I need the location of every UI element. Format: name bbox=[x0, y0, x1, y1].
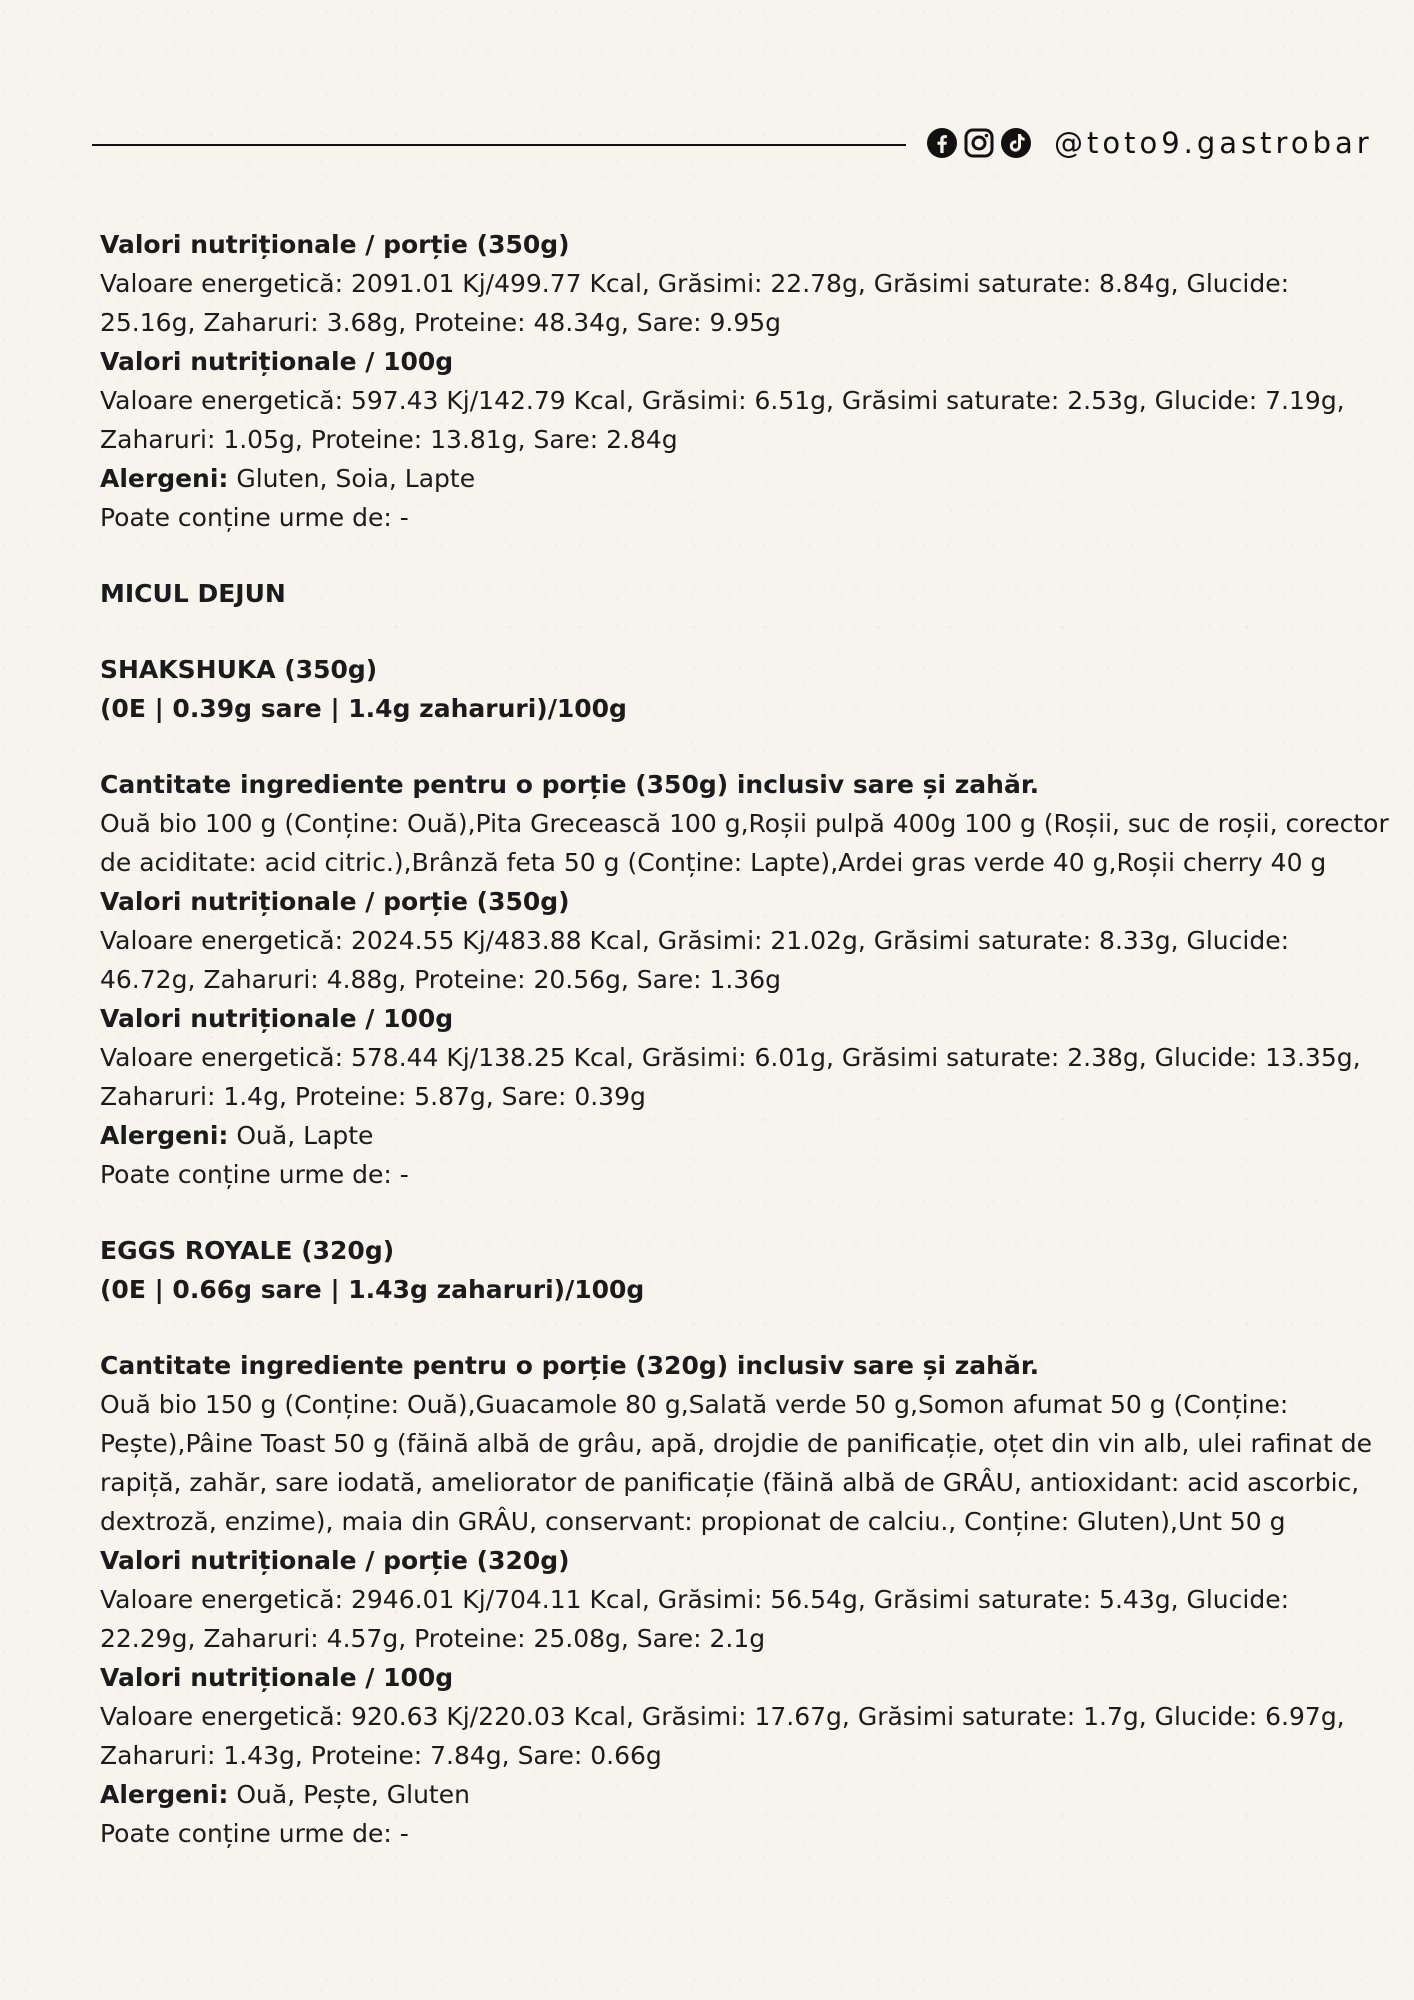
nutrition-100g-values: Valoare energetică: 920.63 Kj/220.03 Kcal, Grăsimi: 17.67g, Grăsimi saturate: 1.7g, Glucide: 6.97g, Zaharuri: 1.43g, Proteine: 7.84g, Sare: 0.66g bbox=[100, 1702, 1353, 1770]
nutrition-portion-label: Valori nutriționale / porție (350g) bbox=[100, 887, 570, 916]
traces-line: Poate conține urme de: - bbox=[100, 1160, 409, 1189]
nutrition-content bbox=[100, 225, 1397, 1853]
instagram-icon[interactable] bbox=[963, 127, 995, 159]
header-rule bbox=[92, 144, 906, 146]
allergens-line bbox=[100, 1116, 1390, 1155]
nutrition-portion-label: Valori nutriționale / porție (350g) bbox=[100, 230, 570, 259]
ingredients-label: Cantitate ingrediente pentru o porție (350g) inclusiv sare și zahăr. bbox=[100, 770, 1040, 799]
nutrition-100g-label: Valori nutriționale / 100g bbox=[100, 347, 454, 376]
nutrition-100g-values: Valoare energetică: 597.43 Kj/142.79 Kcal, Grăsimi: 6.51g, Grăsimi saturate: 2.53g, Glucide: 7.19g, Zaharuri: 1.05g, Proteine: 13.81g, Sare: 2.84g bbox=[100, 386, 1353, 454]
social-handle[interactable]: @toto9.gastrobar bbox=[1054, 126, 1373, 160]
dish-summary: (0E | 0.66g sare | 1.43g zaharuri)/100g bbox=[100, 1275, 645, 1304]
allergens-list: Ouă, Lapte bbox=[228, 1121, 374, 1150]
nutrition-100g-label: Valori nutriționale / 100g bbox=[100, 1004, 454, 1033]
nutrition-portion-values: Valoare energetică: 2946.01 Kj/704.11 Kcal, Grăsimi: 56.54g, Grăsimi saturate: 5.43g, Glucide: 22.29g, Zaharuri: 4.57g, Proteine: 25.08g, Sare: 2.1g bbox=[100, 1585, 1297, 1653]
social-links bbox=[926, 126, 1373, 160]
section-title: MICUL DEJUN bbox=[100, 579, 286, 608]
allergens-line bbox=[100, 1775, 1390, 1814]
allergens-list: Gluten, Soia, Lapte bbox=[228, 464, 476, 493]
nutrition-portion-values: Valoare energetică: 2024.55 Kj/483.88 Kcal, Grăsimi: 21.02g, Grăsimi saturate: 8.33g, Glucide: 46.72g, Zaharuri: 4.88g, Proteine: 20.56g, Sare: 1.36g bbox=[100, 926, 1297, 994]
nutrition-100g-label: Valori nutriționale / 100g bbox=[100, 1663, 454, 1692]
nutrition-100g-values: Valoare energetică: 578.44 Kj/138.25 Kcal, Grăsimi: 6.01g, Grăsimi saturate: 2.38g, Glucide: 13.35g, Zaharuri: 1.4g, Proteine: 5.87g, Sare: 0.39g bbox=[100, 1043, 1369, 1111]
tiktok-icon[interactable] bbox=[1000, 127, 1032, 159]
allergens-label: Alergeni: bbox=[100, 464, 229, 493]
allergens-label: Alergeni: bbox=[100, 1780, 229, 1809]
traces-line: Poate conține urme de: - bbox=[100, 1819, 409, 1848]
ingredients-list: Ouă bio 150 g (Conține: Ouă),Guacamole 80 g,Salată verde 50 g,Somon afumat 50 g (Conține: Pește),Pâine Toast 50 g (făină albă de grâu, apă, drojdie de panificație, oțet din vin alb, ulei rafinat de rapiță, zahăr, sare iodată, ameliorator de panificație (făină albă de GRÂU, antioxidant: acid ascorbic, dextroză, enzime), maia din GRÂU, conservant: propionat de calciu., Conține: Gluten),Unt 50 g bbox=[100, 1390, 1380, 1536]
allergens-line bbox=[100, 459, 1390, 498]
allergens-list: Ouă, Pește, Gluten bbox=[228, 1780, 470, 1809]
ingredients-label: Cantitate ingrediente pentru o porție (320g) inclusiv sare și zahăr. bbox=[100, 1351, 1040, 1380]
facebook-icon[interactable] bbox=[926, 127, 958, 159]
allergens-label: Alergeni: bbox=[100, 1121, 229, 1150]
nutrition-portion-label: Valori nutriționale / porție (320g) bbox=[100, 1546, 570, 1575]
page-header bbox=[92, 120, 1384, 160]
traces-line: Poate conține urme de: - bbox=[100, 503, 409, 532]
ingredients-list: Ouă bio 100 g (Conține: Ouă),Pita Grecească 100 g,Roșii pulpă 400g 100 g (Roșii, suc de roșii, corector de aciditate: acid citric.),Brânză feta 50 g (Conține: Lapte),Ardei gras verde 40 g,Roșii cherry 40 g bbox=[100, 809, 1397, 877]
dish-title: SHAKSHUKA (350g) bbox=[100, 655, 378, 684]
dish-title: EGGS ROYALE (320g) bbox=[100, 1236, 395, 1265]
dish-summary: (0E | 0.39g sare | 1.4g zaharuri)/100g bbox=[100, 694, 627, 723]
nutrition-portion-values: Valoare energetică: 2091.01 Kj/499.77 Kcal, Grăsimi: 22.78g, Grăsimi saturate: 8.84g, Glucide: 25.16g, Zaharuri: 3.68g, Proteine: 48.34g, Sare: 9.95g bbox=[100, 269, 1297, 337]
